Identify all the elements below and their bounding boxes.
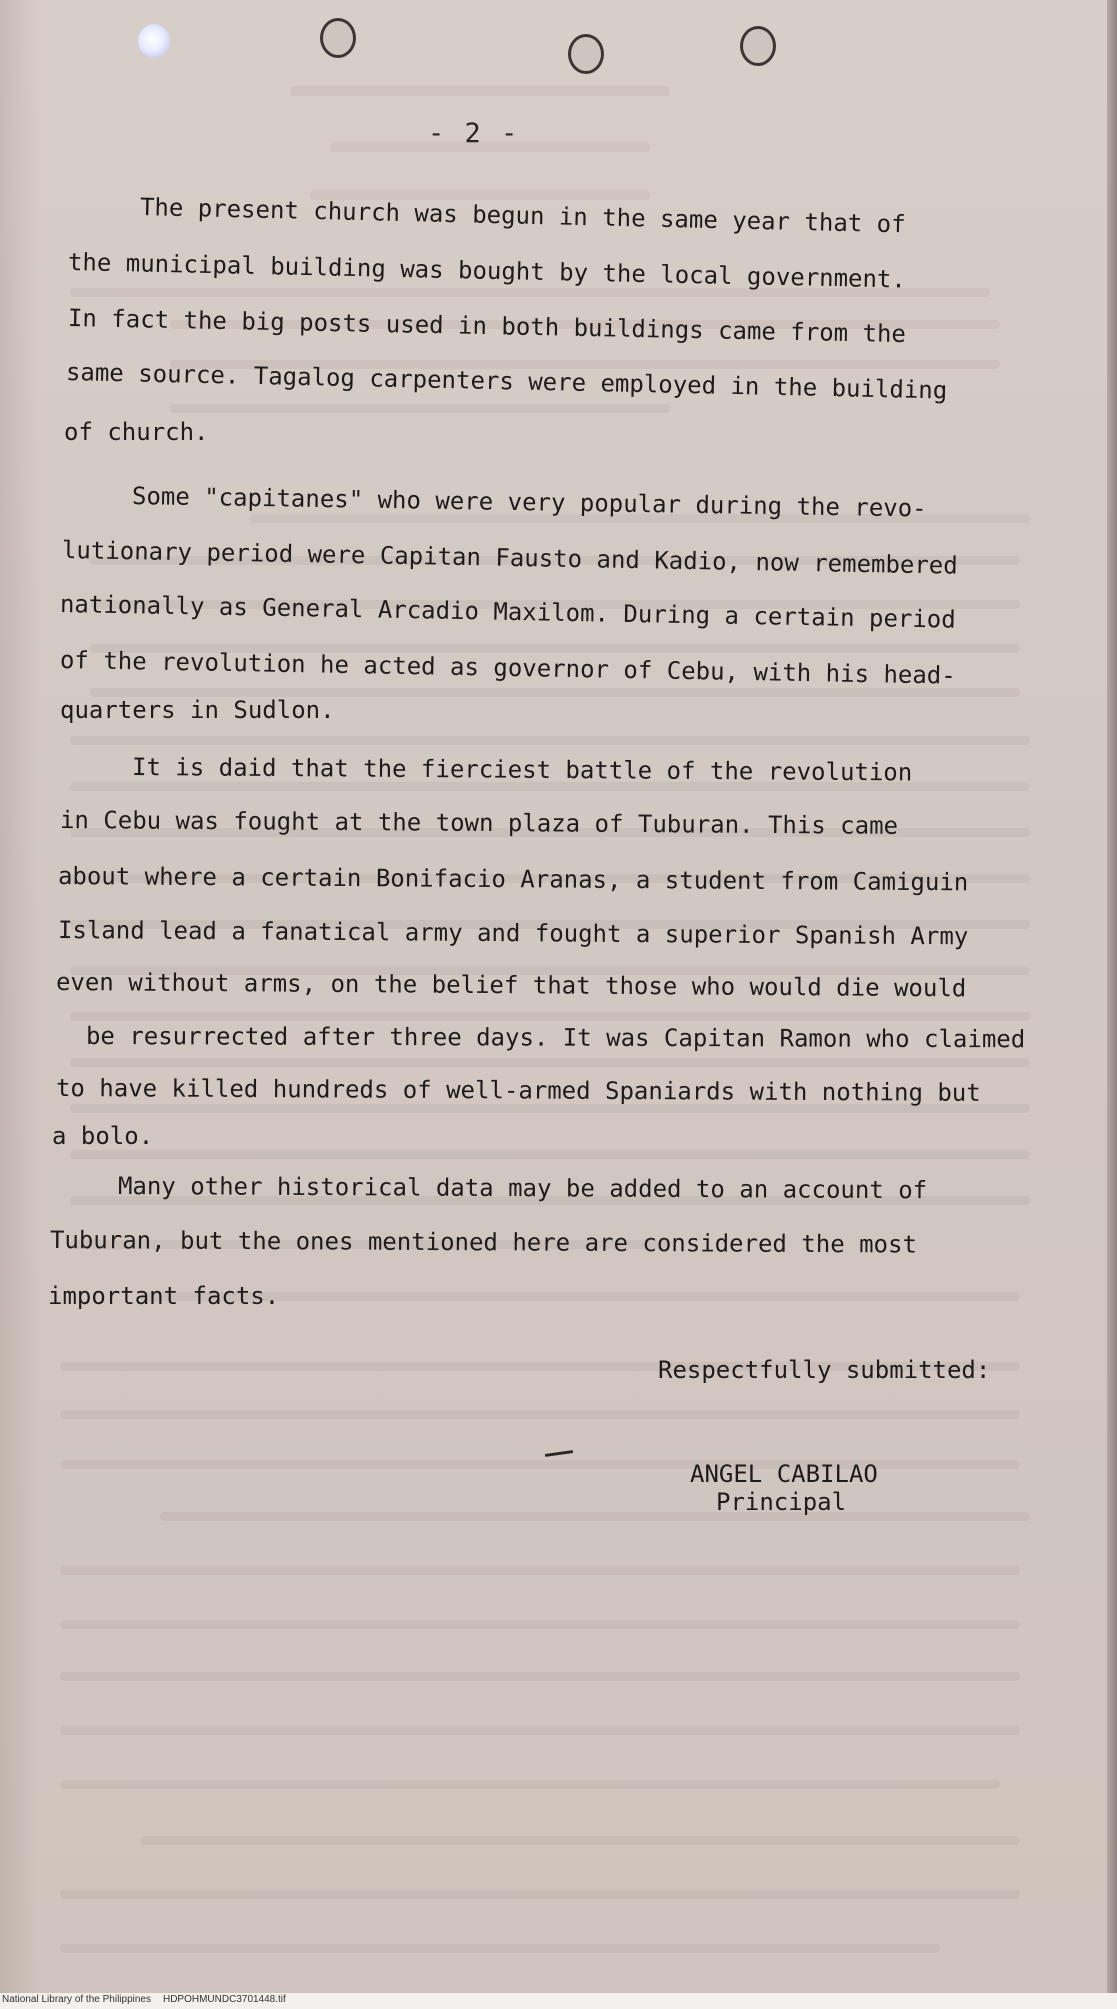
footer-library: National Library of the Philippines: [2, 1994, 151, 2005]
page-shadow: [0, 0, 40, 1993]
closing-text: Respectfully submitted:: [658, 1356, 991, 1384]
paragraph-3-line: about where a certain Bonifacio Aranas, a student from Camiguin: [57, 862, 969, 897]
paragraph-1-line: of church.: [64, 418, 209, 446]
scan-footer-text: [2, 1994, 286, 2005]
paragraph-2-line: nationally as General Arcadio Maxilom. During a certain period: [59, 590, 956, 634]
punch-hole: [320, 18, 356, 58]
paragraph-3-line: be resurrected after three days. It was Capitan Ramon who claimed: [85, 1022, 1026, 1054]
paragraph-2-line: quarters in Sudlon.: [60, 696, 335, 724]
paragraph-2-line: Some "capitanes" who were very popular during the revo-: [131, 482, 927, 523]
paragraph-3-line: Island lead a fanatical army and fought a superior Spanish Army: [57, 916, 969, 951]
page-number: - 2 -: [428, 118, 520, 149]
page-edge: [1107, 0, 1117, 1993]
footer-file: HDPOHMUNDC3701448.tif: [162, 1994, 286, 2005]
paragraph-3-line: It is daid that the fierciest battle of the revolution: [131, 753, 913, 787]
paragraph-3-line: a bolo.: [52, 1122, 154, 1150]
paragraph-3-line: to have killed hundreds of well-armed Spaniards with nothing but: [55, 1074, 981, 1107]
paragraph-1-line: The present church was begun in the same year that of: [139, 193, 906, 239]
signatory-name: ANGEL CABILAO: [690, 1460, 878, 1488]
paragraph-3-line: in Cebu was fought at the town plaza of Tuburan. This came: [59, 806, 899, 840]
punch-hole: [568, 34, 604, 74]
paragraph-3-line: even without arms, on the belief that those who would die would: [55, 968, 967, 1003]
signature-mark: [545, 1450, 573, 1457]
paragraph-1-line: the municipal building was bought by the local government.: [67, 248, 907, 294]
paragraph-4-line: Tuburan, but the ones mentioned here are considered the most: [49, 1226, 918, 1259]
paragraph-1-line: In fact the big posts used in both buildings came from the: [67, 304, 907, 349]
paragraph-4-line: Many other historical data may be added to an account of: [117, 1172, 928, 1205]
punch-hole: [740, 26, 776, 66]
paragraph-1-line: same source. Tagalog carpenters were employed in the building: [65, 358, 948, 405]
paragraph-2-line: lutionary period were Capitan Fausto and Kadio, now remembered: [61, 536, 958, 580]
punch-hole-light: [138, 24, 170, 58]
paragraph-4-line: important facts.: [48, 1282, 280, 1310]
paragraph-2-line: of the revolution he acted as governor of Cebu, with his head-: [59, 646, 956, 690]
signatory-title: Principal: [716, 1488, 847, 1516]
